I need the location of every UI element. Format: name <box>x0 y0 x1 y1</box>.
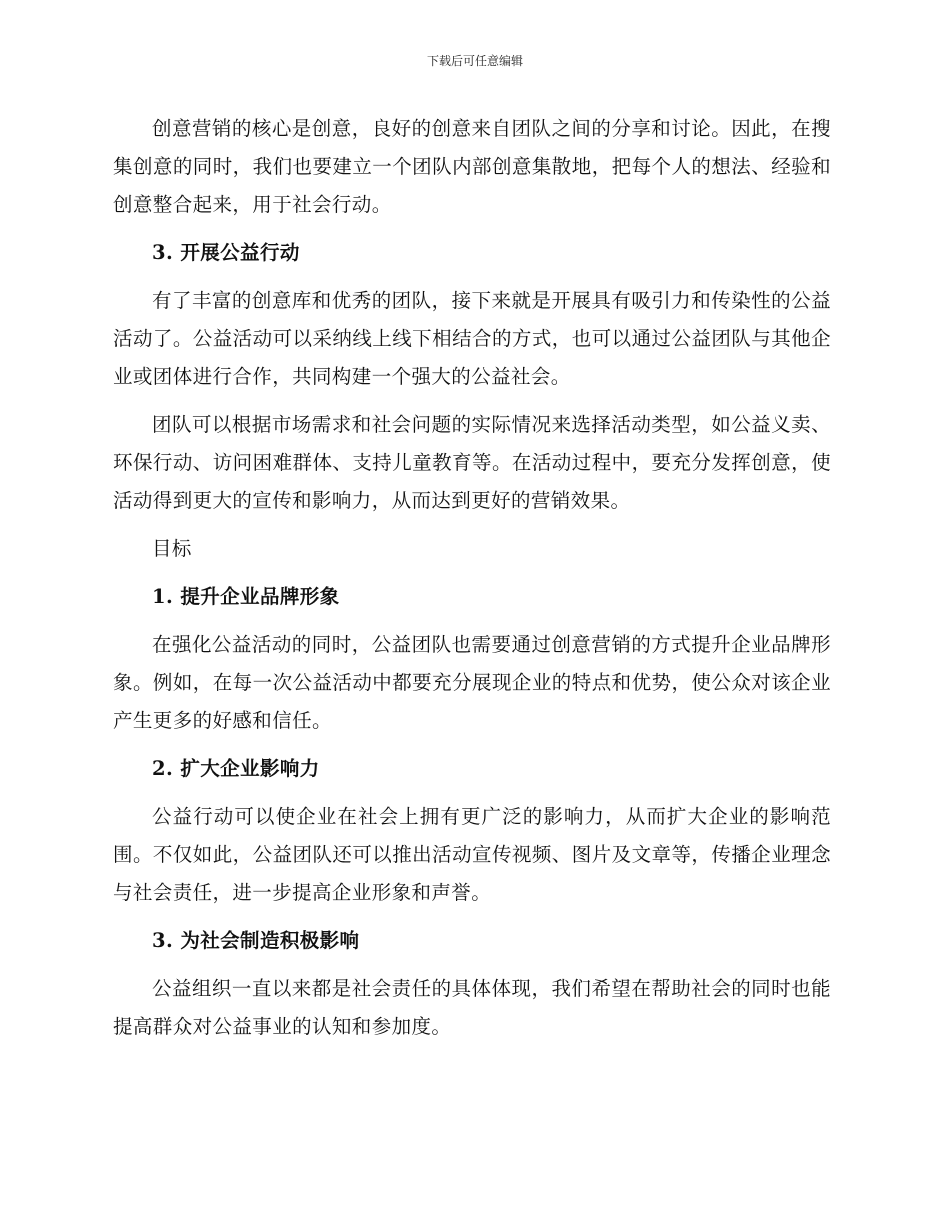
section-title: 目标 <box>152 537 192 560</box>
paragraph: 团队可以根据市场需求和社会问题的实际情况来选择活动类型，如公益义卖、环保行动、访问困难群体、支持儿童教育等。在活动过程中，要充分发挥创意，使活动得到更大的宣传和影响力，从而达到更好的营销效果。 <box>113 413 831 512</box>
document-body <box>113 110 831 1056</box>
section-heading: 2. 扩大企业影响力 <box>152 757 320 780</box>
section-heading: 3. 为社会制造积极影响 <box>152 929 360 952</box>
paragraph: 公益行动可以使企业在社会上拥有更广泛的影响力，从而扩大企业的影响范围。不仅如此，公益团队还可以推出活动宣传视频、图片及文章等，传播企业理念与社会责任，进一步提高企业形象和声誉。 <box>113 805 831 904</box>
section-heading: 1. 提升企业品牌形象 <box>152 585 340 608</box>
page-header: 下载后可任意编辑 <box>426 54 523 68</box>
paragraph: 有了丰富的创意库和优秀的团队，接下来就是开展具有吸引力和传染性的公益活动了。公益活动可以采纳线上线下相结合的方式，也可以通过公益团队与其他企业或团体进行合作，共同构建一个强大的公益社会。 <box>113 289 831 388</box>
paragraph: 公益组织一直以来都是社会责任的具体体现，我们希望在帮助社会的同时也能提高群众对公益事业的认知和参加度。 <box>113 977 831 1038</box>
section-heading: 3. 开展公益行动 <box>152 241 300 264</box>
paragraph: 在强化公益活动的同时，公益团队也需要通过创意营销的方式提升企业品牌形象。例如，在每一次公益活动中都要充分展现企业的特点和优势，使公众对该企业产生更多的好感和信任。 <box>113 633 831 732</box>
paragraph: 创意营销的核心是创意，良好的创意来自团队之间的分享和讨论。因此，在搜集创意的同时，我们也要建立一个团队内部创意集散地，把每个人的想法、经验和创意整合起来，用于社会行动。 <box>113 117 831 216</box>
